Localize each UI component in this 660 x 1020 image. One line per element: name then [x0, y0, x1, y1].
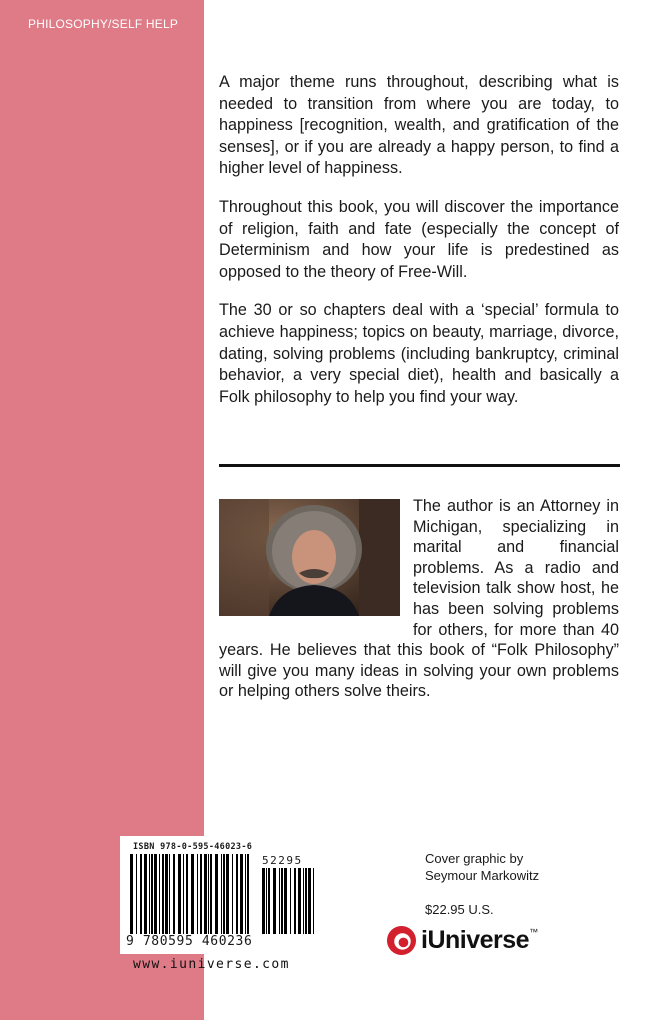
author-photo	[219, 499, 400, 616]
isbn-label: ISBN 978-0-595-46023-6	[133, 842, 253, 852]
isbn-barcode	[120, 836, 319, 954]
blurb-paragraph: Throughout this book, you will discover the importance of religion, faith and fate (especially the concept of Determinism and how your life is predestined as opposed to the theory of Free-Will.	[219, 197, 619, 281]
publisher-logo	[386, 923, 538, 957]
section-divider	[219, 464, 620, 467]
publisher-website: www.iuniverse.com	[133, 957, 290, 972]
author-bio	[219, 496, 619, 702]
cover-credit	[425, 850, 539, 884]
price-label: $22.95 U.S.	[425, 902, 494, 917]
blurb-paragraph: A major theme runs throughout, describing what is needed to transition from where you are today, to happiness [recognition, wealth, and gratification of the senses], or if you are already a happy person, to find a higher level of happiness.	[219, 73, 619, 178]
blurb-paragraph: The 30 or so chapters deal with a ‘special’ formula to achieve happiness; topics on beauty, marriage, divorce, dating, solving problems (including bankruptcy, criminal behavior, a very special diet), health and basically a Folk philosophy to help you find your way.	[219, 301, 619, 406]
bio-text: The author is an Attorney in Michigan, specializing in marital and financial problems. As a radio and television talk show host, he has been solving problems for others, for more than 40 years. He believes that this book of “Folk Philosophy” will give you many ideas in solving your own problems or helping others solve theirs.	[219, 497, 619, 701]
cover-credit-line: Cover graphic by	[425, 851, 524, 866]
price-addon-number: 52295	[262, 854, 303, 867]
ean-number: 9 780595 460236	[126, 934, 253, 949]
publisher-name: iUniverse	[421, 925, 530, 954]
cover-credit-name: Seymour Markowitz	[425, 868, 540, 883]
category-label: PHILOSOPHY/SELF HELP	[28, 17, 179, 31]
book-blurb	[219, 72, 619, 425]
iuniverse-swirl-icon	[386, 925, 417, 956]
trademark-symbol: ™	[529, 927, 539, 937]
